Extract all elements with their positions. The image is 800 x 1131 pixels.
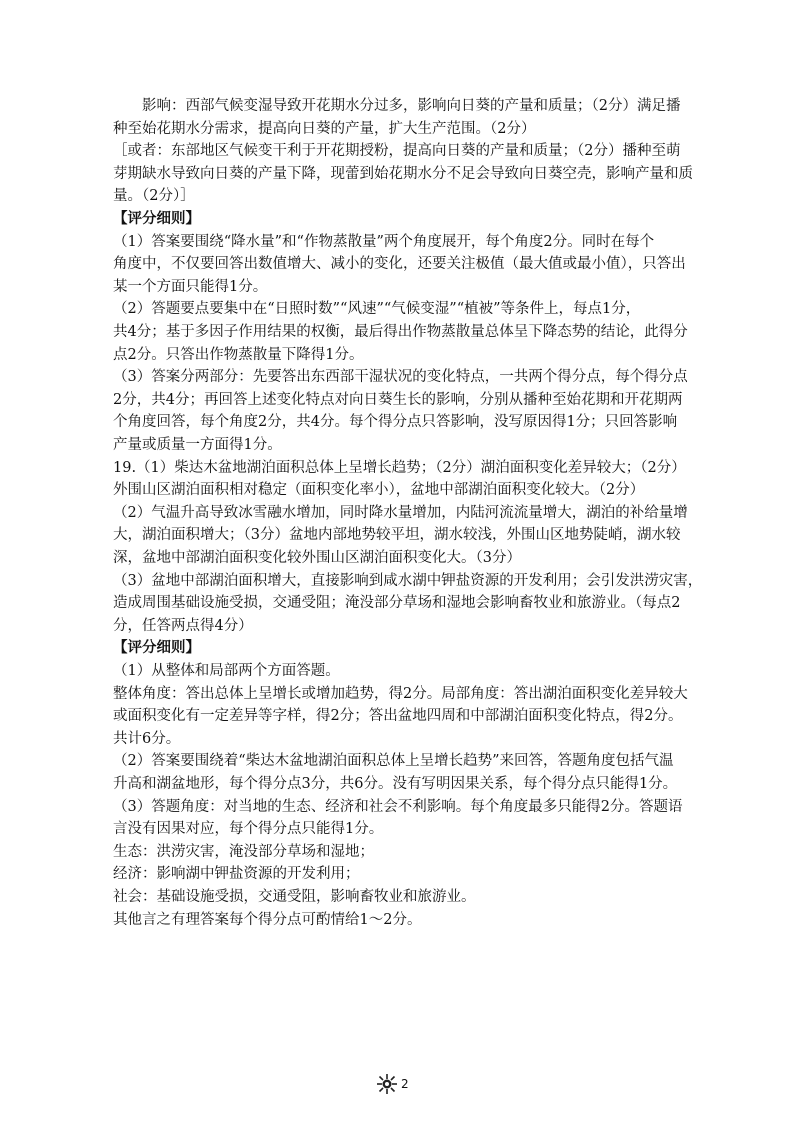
text-line: 芽期缺水导致向日葵的产量下降，现蕾到始花期水分不足会导致向日葵空壳，影响产量和质	[113, 165, 693, 182]
text-line: 量。（2分）］	[113, 188, 195, 205]
text-line: 升高和湖盆地形，每个得分点3分，共6分。没有写明因果关系，每个得分点只能得1分。	[113, 776, 678, 792]
text-line: 【评分细则】	[113, 639, 200, 657]
text-line: 大，湖泊面积增大；（3分）盆地内部地势较平坦，湖水较浅，外围山区地势陡峭，湖水较	[113, 527, 681, 544]
text-line: 19.（1）柴达木盆地湖泊面积总体上呈增长趋势；（2分）湖泊面积变化差异较大；（2分）	[113, 459, 686, 476]
text-line: 2分，共4分；再回答上述变化特点对向日葵生长的影响，分别从播种至始花期和开花期两	[113, 391, 683, 408]
text-line: 共4分；基于多因子作用结果的权衡，最后得出作物蒸散量总体呈下降态势的结论，此得分	[113, 324, 688, 340]
text-line: 个角度回答，每个角度2分，共4分。每个得分点只答影响，没写原因得1分；只回答影响	[113, 414, 678, 431]
text-line: （1）答案要围绕“降水量”和“作物蒸散量”两个角度展开，每个角度2分。同时在每个	[113, 233, 655, 250]
page-number: 2	[401, 1077, 409, 1091]
text-line: 点2分。只答出作物蒸散量下降得1分。	[113, 346, 364, 363]
text-line: ［或者：东部地区气候变干利于开花期授粉，提高向日葵的产量和质量；（2分）播种至萌	[113, 143, 681, 160]
text-line: （1）从整体和局部两个方面答题。	[113, 663, 340, 679]
text-line: 【评分细则】	[113, 210, 200, 227]
text-line: 言没有因果对应，每个得分点只能得1分。	[113, 821, 384, 838]
text-line: 经济：影响湖中钾盐资源的开发利用；	[113, 866, 360, 883]
text-line: （2）气温升高导致冰雪融水增加，同时降水量增加，内陆河流流量增大，湖泊的补给量增	[113, 504, 688, 521]
text-line: 共计6分。	[113, 730, 181, 747]
text-line: 种至始花期水分需求，提高向日葵的产量，扩大生产范围。（2分）	[113, 120, 536, 137]
text-line: 分，任答两点得4分）	[113, 617, 253, 634]
text-line: （3）答案分两部分：先要答出东西部干湿状况的变化特点，一共两个得分点，每个得分点	[113, 369, 688, 386]
text-line: 角度中，不仅要回答出数值增大、减小的变化，还要关注极值（最大值或最小值），只答出	[113, 256, 686, 273]
text-line: 造成周围基础设施受损，交通受阻；淹没部分草场和湿地会影响畜牧业和旅游业。（每点2	[113, 595, 681, 612]
page-footer	[376, 1073, 409, 1095]
sunburst-logo-icon	[376, 1073, 398, 1095]
text-line: 其他言之有理答案每个得分点可酌情给1～2分。	[113, 911, 422, 928]
text-line: 外围山区湖泊面积相对稳定（面积变化率小），盆地中部湖泊面积变化较大。（2分）	[113, 482, 645, 499]
text-line: 或面积变化有一定差异等字样，得2分；答出盆地四周和中部湖泊面积变化特点，得2分。	[113, 708, 683, 725]
text-line: 生态：洪涝灾害，淹没部分草场和湿地；	[113, 843, 374, 860]
text-line: 深，盆地中部湖泊面积变化较外围山区湖泊面积变化大。（3分）	[113, 550, 521, 566]
text-line: （3）答题角度：对当地的生态、经济和社会不利影响。每个角度最多只能得2分。答题语	[113, 798, 683, 815]
text-line: 影响：西部气候变湿导致开花期水分过多，影响向日葵的产量和质量；（2分）满足播	[113, 98, 681, 114]
text-line: 产量或质量一方面得1分。	[113, 437, 282, 453]
text-line: （2）答题要点要集中在“日照时数”“风速”“气候变湿”“植被”等条件上，每点1分，	[113, 301, 641, 318]
text-line: 某一个方面只能得1分。	[113, 278, 268, 295]
text-line: （3）盆地中部湖泊面积增大，直接影响到咸水湖中钾盐资源的开发利用；会引发洪涝灾害，	[113, 572, 703, 589]
text-line: （2）答案要围绕着“柴达木盆地湖泊面积总体上呈增长趋势”来回答，答题角度包括气温	[113, 753, 674, 770]
text-line: 社会：基础设施受损，交通受阻，影响畜牧业和旅游业。	[113, 889, 476, 905]
text-line: 整体角度：答出总体上呈增长或增加趋势，得2分。局部角度：答出湖泊面积变化差异较大	[113, 685, 688, 702]
